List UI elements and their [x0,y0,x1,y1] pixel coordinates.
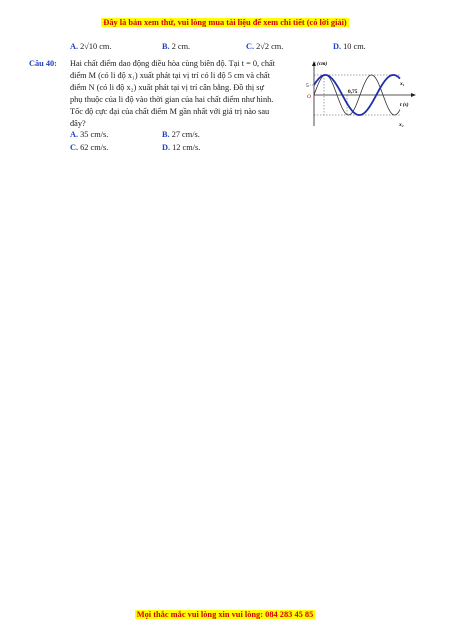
preview-banner [0,12,450,30]
prev-option-b[interactable]: B. 2 cm. [162,42,191,51]
question-line-5: Tốc độ cực đại của chất điểm M gần nhất với giá trị nào sau [70,107,270,116]
question-line-6: đây? [70,119,86,128]
oscillation-graph [304,58,416,138]
x-axis-arrow [411,93,416,97]
option-a[interactable]: A. 35 cm/s. [70,130,109,139]
t-marker-label: 0,75 [348,89,358,95]
option-c[interactable]: C. 62 cm/s. [70,143,109,152]
question-line-1: Hai chất điểm dao động điều hòa cùng biên độ. Tại t = 0, chất [70,59,275,68]
question-line-2: điểm M (có li độ x₁) xuất phát tại vị trí có li độ 5 cm và chất [70,71,270,80]
curve1-label: x₁ [400,81,405,87]
prev-option-c[interactable]: C. 2√2 cm. [246,42,284,51]
prev-option-d[interactable]: D. 10 cm. [333,42,366,51]
curve2-label: x₂ [399,122,404,128]
origin-label: O [307,94,312,100]
option-b[interactable]: B. 27 cm/s. [162,130,200,139]
prev-option-a[interactable]: A. 2√10 cm. [70,42,112,51]
preview-banner-text: Đây là bản xem thử, vui lòng mua tài liệu để xem chi tiết (có lời giải) [103,18,347,27]
question-line-4: phụ thuộc của li độ vào thời gian của hai chất điểm như hình. [70,95,274,104]
y-axis-label: x (cm) [313,61,328,67]
question-number: Câu 40: [29,59,57,68]
x-axis-label: t (s) [400,102,409,108]
question-line-3: điểm N (có li độ x₂) xuất phát tại vị trí cân bằng. Đồ thị sự [70,83,265,92]
contact-footer [0,604,450,622]
y-tick-5: 5 [306,83,309,89]
option-d[interactable]: D. 12 cm/s. [162,143,201,152]
contact-footer-text: Mọi thắc mắc vui lòng xin vui lòng: 084 283 45 85 [136,610,314,619]
